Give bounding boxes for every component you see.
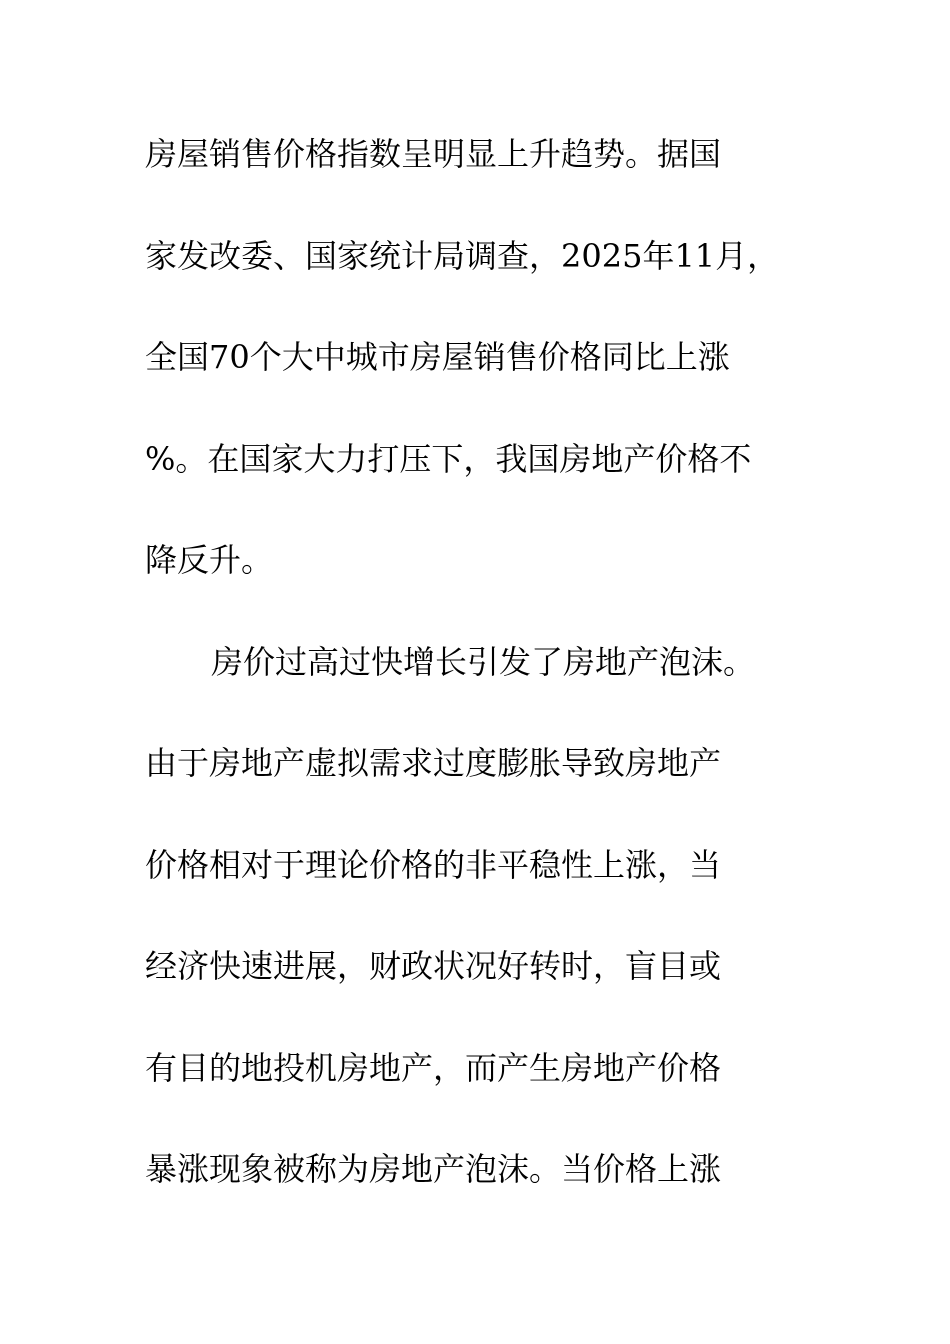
text-line: 家发改委、国家统计局调查，2025年11月， bbox=[145, 236, 780, 275]
paragraph-2 bbox=[145, 630, 835, 1239]
text-line: 经济快速进展，财政状况好转时，盲目或 bbox=[145, 947, 722, 985]
text-line: 房屋销售价格指数呈明显上升趋势。据国 bbox=[145, 135, 722, 173]
text-line: 降反升。 bbox=[145, 541, 274, 579]
body-text bbox=[145, 122, 835, 1239]
text-line: 价格相对于理论价格的非平稳性上涨，当 bbox=[145, 845, 722, 884]
text-line: 有目的地投机房地产，而产生房地产价格 bbox=[145, 1048, 722, 1087]
paragraph-1 bbox=[145, 122, 835, 630]
text-line: %。在国家大力打压下，我国房地产价格不 bbox=[145, 439, 752, 478]
text-line: 暴涨现象被称为房地产泡沫。当价格上涨 bbox=[145, 1150, 722, 1188]
text-line: 全国70个大中城市房屋销售价格同比上涨 bbox=[145, 338, 730, 376]
text-line: 由于房地产虚拟需求过度膨胀导致房地产 bbox=[145, 744, 722, 782]
text-line-indented: 房价过高过快增长引发了房地产泡沫。 bbox=[211, 642, 756, 681]
